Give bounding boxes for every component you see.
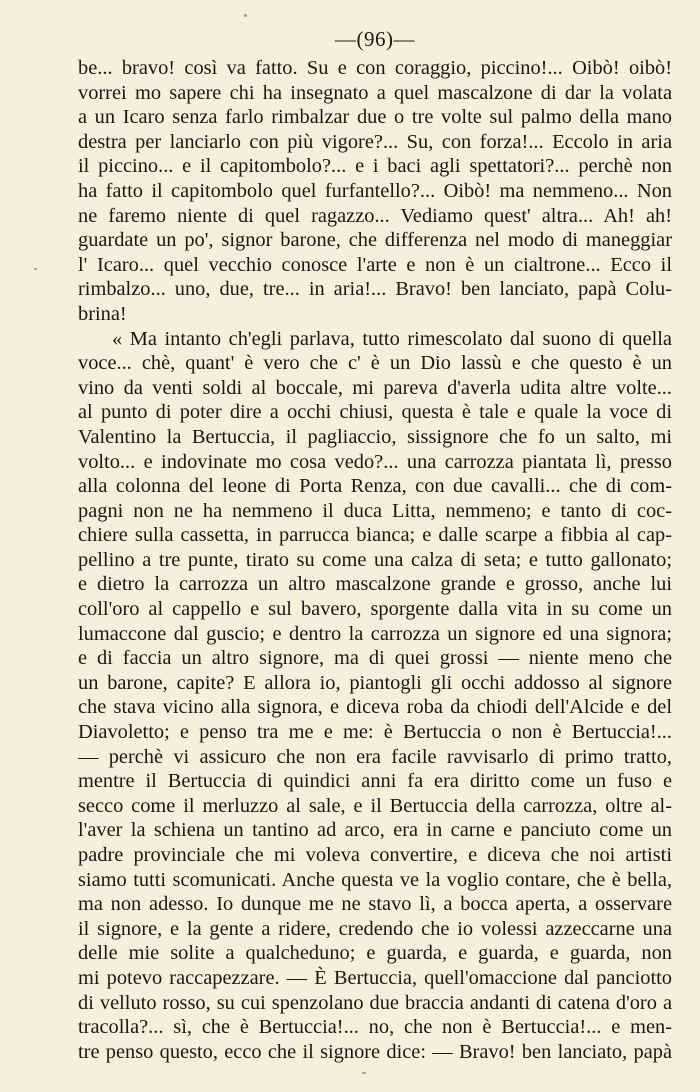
text-line: destra per lanciarlo con più vigore?... Su, con forza!... Eccolo in aria	[78, 130, 672, 153]
page-number: —(96)—	[335, 27, 415, 51]
paper-speck	[244, 14, 247, 17]
text-line: rimbalzo... uno, due, tre... in aria!... Bravo! ben lanciato, papà Colu-	[78, 278, 672, 301]
paper-speck	[34, 268, 37, 270]
text-line: — perchè vi assicuro che non era facile ravvisarlo di primo tratto,	[78, 745, 672, 768]
text-line: coll'oro al cappello e sul bavero, sporgente dalla vita in su come un	[78, 598, 672, 621]
text-line: guardate un po', signor barone, che differenza nel modo di maneggiar	[78, 229, 672, 252]
text-line: il signore, e la gente a ridere, credendo che io volessi azzeccarne una	[78, 917, 672, 940]
text-line: Diavoletto; e penso tra me e me: è Bertuccia o non è Bertuccia!...	[78, 721, 672, 744]
text-line: ha fatto il capitombolo quel furfantello?... Oibò! ma nemmeno... Non	[78, 179, 672, 202]
text-line: pagni non ne ha nemmeno il duca Litta, nemmeno; e tanto di coc-	[78, 499, 672, 522]
text-line: tracolla?... sì, che è Bertuccia!... no, che non è Bertuccia!... e men-	[78, 1016, 672, 1039]
text-line: be... bravo! così va fatto. Su e con coraggio, piccino!... Oibò! oibò!	[78, 57, 672, 79]
text-line: secco come il merluzzo al sale, e il Bertuccia della carrozza, oltre al-	[78, 794, 672, 817]
text-line: Valentino la Bertuccia, il pagliaccio, sissignore che fo un salto, mi	[78, 425, 672, 448]
text-line: a un Icaro senza farlo rimbalzar due o tre volte sul palmo della mano	[78, 106, 672, 129]
text-line: l'aver la schiena un tantino ad arco, era in carne e panciuto come un	[78, 819, 672, 842]
text-line: padre provinciale che mi voleva convertire, e diceva che noi artisti	[78, 844, 672, 866]
text-line: alla colonna del leone di Porta Renza, con due cavalli... che di com-	[78, 475, 672, 498]
paper-speck	[362, 1072, 366, 1074]
text-line: voce... chè, quant' è vero che c' è un Dio lassù e che questo è un	[78, 352, 672, 375]
text-line: che stava vicino alla signora, e diceva roba da chiodi dell'Alcide e del	[78, 696, 672, 719]
text-line: pellino a tre punte, tirato su come una calza di seta; e tutto gallonato;	[78, 548, 672, 571]
text-line: e di faccia un altro signore, ma di quei grossi — niente meno che	[78, 647, 672, 670]
text-line: tre penso questo, ecco che il signore dice: — Bravo! ben lanciato, papà	[78, 1040, 672, 1063]
text-line: delle mie solite a qualcheduno; e guarda, e guarda, e guarda, non	[78, 942, 672, 965]
text-line: volto... e indovinate mo cosa vedo?... una carrozza piantata lì, presso	[78, 450, 672, 473]
text-block	[78, 56, 672, 1064]
text-line: mi potevo raccapezzare. — È Bertuccia, quell'omaccione dal panciotto	[78, 966, 672, 989]
text-line: brina!	[78, 302, 127, 325]
text-line: e dietro la carrozza un altro mascalzone grande e grosso, anche lui	[78, 573, 672, 596]
text-line: « Ma intanto ch'egli parlava, tutto rimescolato dal suono di quella	[112, 327, 672, 350]
text-line: ne faremo niente di quel ragazzo... Vediamo quest' altra... Ah! ah!	[78, 204, 672, 227]
text-line: siamo tutti scomunicati. Anche questa ve la voglio contare, che è bella,	[78, 868, 672, 891]
text-line: ma non adesso. Io dunque me ne stavo lì, a bocca aperta, a osservare	[78, 893, 672, 916]
text-line: un barone, capite? E allora io, piantogli gli occhi addosso al signore	[78, 671, 672, 694]
text-line: vorrei mo sapere chi ha insegnato a quel mascalzone di dar la volata	[78, 81, 672, 104]
text-line: di velluto rosso, su cui spenzolano due braccia andanti di catena d'oro a	[78, 991, 672, 1014]
text-line: mentre il Bertuccia di quindici anni fa era diritto come un fuso e	[78, 770, 672, 793]
text-line: vino da venti soldi al boccale, mi pareva d'averla udita altre volte...	[78, 376, 672, 399]
text-line: l' Icaro... quel vecchio conosce l'arte e non è un cialtrone... Ecco il	[78, 253, 672, 276]
text-line: il piccino... e il capitombolo?... e i baci agli spettatori?... perchè non	[78, 155, 672, 178]
text-line: lumaccone dal guscio; e dentro la carrozza un signore ed una signora;	[78, 622, 672, 645]
text-line: al punto di poter dire a occhi chiusi, questa è tale e quale la voce di	[78, 401, 672, 424]
text-line: chiere sulla cassetta, in parrucca bianca; e dalle scarpe a fibbia al cap-	[78, 524, 672, 547]
